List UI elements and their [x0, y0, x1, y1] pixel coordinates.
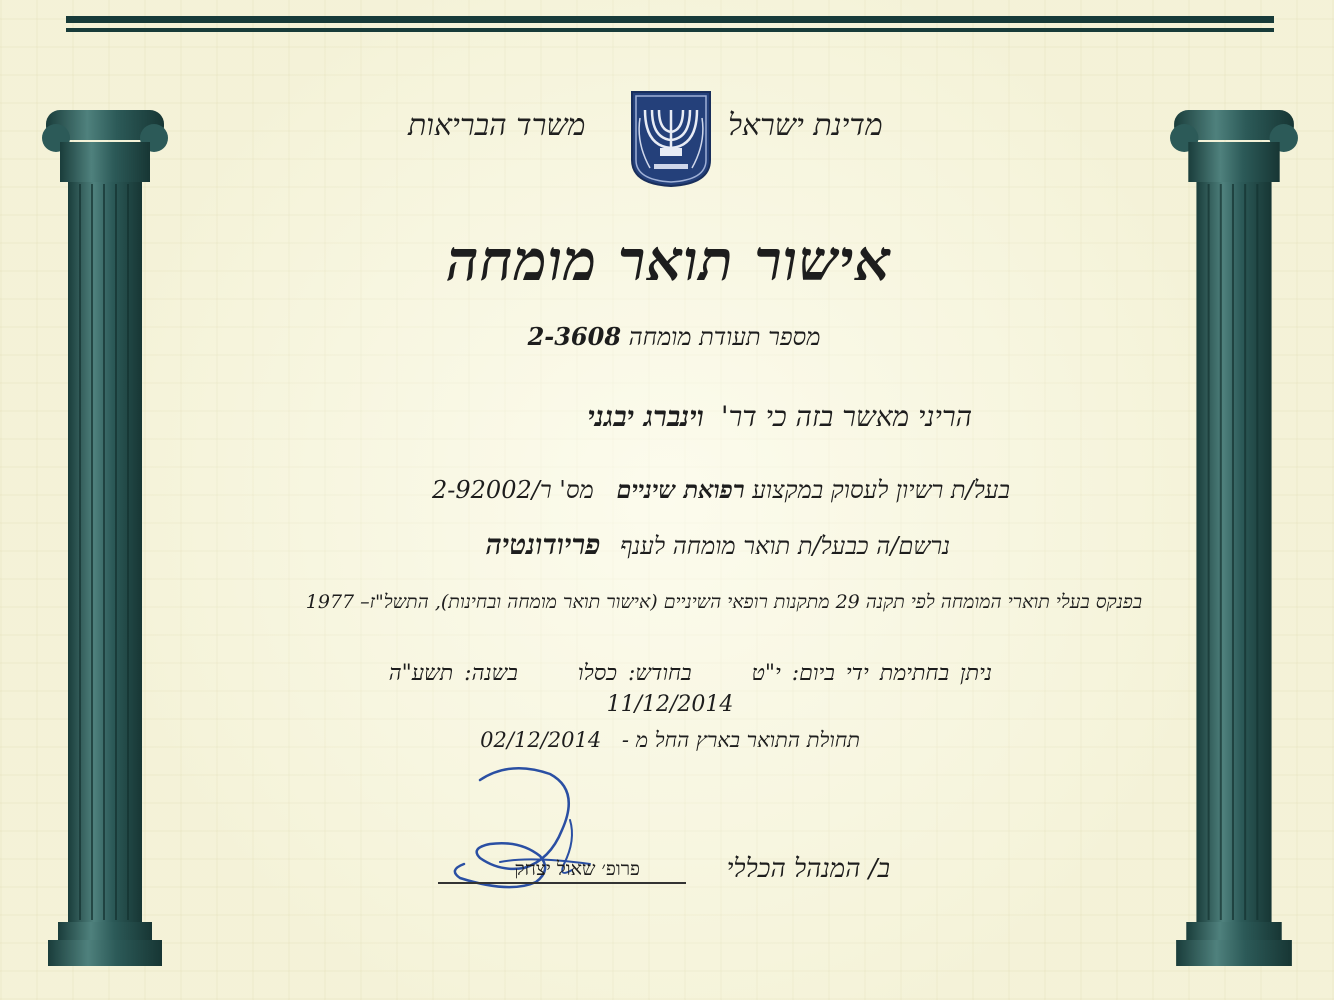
left-ionic-column	[40, 102, 170, 968]
signatory-name: פרופ׳ שאול יצחק	[514, 858, 640, 880]
top-border-line	[66, 16, 1274, 23]
signature-underline	[438, 882, 686, 884]
header-ministry-name: משרד הבריאות	[408, 108, 586, 143]
license-line	[320, 475, 1010, 505]
issue-date: 11/12/2014	[606, 692, 734, 717]
validity-line	[470, 728, 860, 753]
specialty-line	[380, 528, 950, 562]
given-month: בחודש: כסלו	[577, 661, 692, 686]
license-prefix: בעל/ת רשיון לעסוק במקצוע	[752, 476, 1010, 504]
holder-name: וינברג יבגני	[587, 400, 704, 433]
given-date-line	[330, 660, 992, 686]
license-number: מס' ר/2-92002	[432, 476, 594, 504]
specialty: פריודונטיה	[485, 528, 601, 561]
intro-text: הריני מאשר בזה כי דר'	[720, 400, 972, 433]
certificate-number-label: מספר תעודת מומחה	[628, 323, 821, 351]
given-day: ניתן בחתימת ידי ביום: י"ט	[751, 661, 992, 686]
given-year: בשנה: תשע"ה	[388, 661, 518, 686]
signature-label: ב/ המנהל הכללי	[726, 854, 890, 884]
certificate-number: 2-3608	[527, 322, 622, 351]
menorah-emblem-icon	[628, 88, 714, 188]
registry-text: בפנקס בעלי תוארי המומחה לפי תקנה 29 מתקנות רופאי השיניים (אישור תואר מומחה ובחינות), התשל"ז– 1977	[305, 591, 1142, 613]
specialty-prefix: נרשם/ה כבעל/ת תואר מומחה לענף	[620, 532, 950, 560]
validity-label: תחולת התואר בארץ החל מ -	[621, 728, 860, 752]
header-state-name: מדינת ישראל	[728, 108, 883, 143]
top-border-line-thin	[66, 28, 1274, 32]
holder-line	[400, 400, 972, 434]
certificate-number-line	[440, 322, 900, 352]
right-ionic-column	[1168, 102, 1300, 968]
validity-date: 02/12/2014	[480, 728, 602, 752]
profession: רפואת שיניים	[616, 475, 745, 504]
certificate-title: אישור תואר מומחה	[446, 228, 892, 294]
